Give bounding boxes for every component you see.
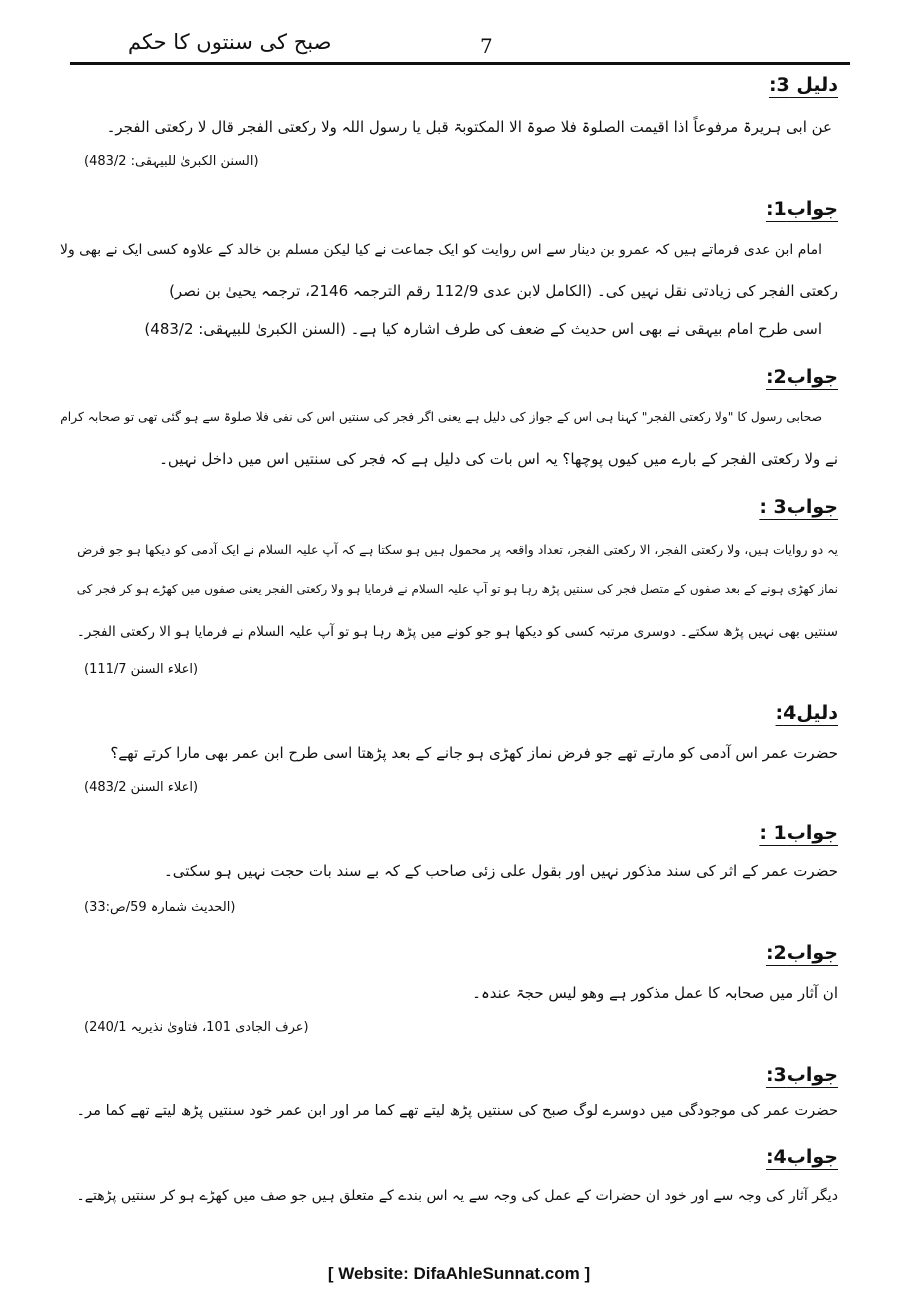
dalil-4-text: حضرت عمر اس آدمی کو مارتے تھے جو فرض نماز کھڑی ہو جانے کے بعد پڑھتا اسی طرح ابن عمر بھی مارا کرتے تھے؟: [110, 744, 838, 762]
header-title: صبح کی سنتوں کا حکم: [128, 30, 332, 54]
jawab-2b-ref: (عرف الجادی 101، فتاویٰ نذیریہ 240/1): [84, 1020, 309, 1035]
dalil-3-ref: (السنن الکبریٰ للبیہقی: 483/2): [84, 154, 259, 169]
dalil-4-ref: (اعلاء السنن 483/2): [84, 780, 199, 795]
jawab-2-line-1: صحابی رسول کا "ولا رکعتی الفجر" کہنا ہی اس کے جواز کی دلیل ہے یعنی اگر فجر کی سنتیں اس کی نفی فلا صلوۃ سے ہو گئی تھی تو صحابہ کرام: [60, 410, 822, 424]
jawab-2-line-2: نے ولا رکعتی الفجر کے بارے میں کیوں پوچھا؟ یہ اس بات کی دلیل ہے کہ فجر کی سنتیں اس میں داخل نہیں۔: [159, 450, 838, 468]
jawab-1b-heading: جواب1 :: [759, 822, 838, 844]
jawab-1-line-3: اسی طرح امام بیہقی نے بھی اس حدیث کے ضعف کی طرف اشارہ کیا ہے۔ (السنن الکبریٰ للبیہقی: 483/2): [144, 320, 822, 338]
header-rule: [70, 62, 850, 65]
dalil-3-heading: دلیل 3:: [768, 74, 838, 96]
jawab-1-line-2: رکعتی الفجر کی زیادتی نقل نہیں کی۔ (الکامل لابن عدی 112/9 رقم الترجمہ 2146، ترجمہ یحییٰ بن نصر): [169, 282, 838, 300]
jawab-3b-text: حضرت عمر کی موجودگی میں دوسرے لوگ صبح کی سنتیں پڑھ لیتے تھے کما مر اور ابن عمر خود سنتیں پڑھ لیتے تھے کما مر۔: [76, 1102, 838, 1119]
jawab-4-text: دیگر آثار کی وجہ سے اور خود ان حضرات کے عمل کی وجہ سے یہ اس بندے کے متعلق ہیں جو صف میں کھڑے ہو کر سنتیں پڑھتے۔: [76, 1188, 838, 1204]
dalil-3-text: عن ابی ہریرۃ مرفوعاً اذا اقیمت الصلوۃ فلا صوۃ الا المکتوبۃ قبل یا رسول اللہ ولا رکعتی الفجر قال لا رکعتی الفجر۔: [106, 118, 832, 136]
jawab-2b-heading: جواب2:: [765, 942, 838, 964]
jawab-3-heading: جواب3 :: [759, 496, 838, 518]
jawab-1-heading: جواب1:: [765, 198, 838, 220]
jawab-3-line-2: نماز کھڑی ہونے کے بعد صفوں کے متصل فجر کی سنتیں پڑھ رہا ہو تو آپ علیہ السلام نے فرمایا ہو ولا رکعتی الفجر یعنی صفوں میں کھڑے ہو کر فجر کی: [76, 582, 838, 596]
dalil-4-heading: دلیل4:: [775, 702, 838, 724]
jawab-3b-heading: جواب3:: [765, 1064, 838, 1086]
jawab-3-line-1: یہ دو روایات ہیں، ولا رکعتی الفجر، الا رکعتی الفجر، تعداد واقعہ پر محمول ہیں ہو سکتا ہے کہ آپ علیہ السلام نے ایک آدمی کو دیکھا ہو جو فرض: [77, 542, 838, 557]
jawab-1b-text: حضرت عمر کے اثر کی سند مذکور نہیں اور بقول علی زئی صاحب کے کہ بے سند بات حجت نہیں ہو سکتی۔: [164, 862, 838, 880]
jawab-2b-text: ان آثار میں صحابہ کا عمل مذکور ہے وھو لیس حجۃ عندہ۔: [472, 984, 838, 1002]
jawab-3-ref: (اعلاء السنن 111/7): [84, 662, 199, 677]
page-number: 7: [480, 34, 493, 58]
jawab-1b-ref: (الحدیث شمارہ 59/ص:33): [84, 900, 236, 915]
jawab-3-line-3: سنتیں بھی نہیں پڑھ سکتے۔ دوسری مرتبہ کسی کو دیکھا ہو جو کونے میں پڑھ رہا ہو تو آپ علیہ السلام نے فرمایا ہو الا رکعتی الفجر۔: [76, 624, 838, 640]
jawab-1-line-1: امام ابن عدی فرماتے ہیں کہ عمرو بن دینار سے اس روایت کو ایک جماعت نے کیا لیکن مسلم بن خالد کے علاوہ کسی ایک نے بھی ولا: [60, 242, 822, 258]
website-footer: [ Website: DifaAhleSunnat.com ]: [327, 1264, 591, 1283]
jawab-4-heading: جواب4:: [765, 1146, 838, 1168]
jawab-2-heading: جواب2:: [765, 366, 838, 388]
